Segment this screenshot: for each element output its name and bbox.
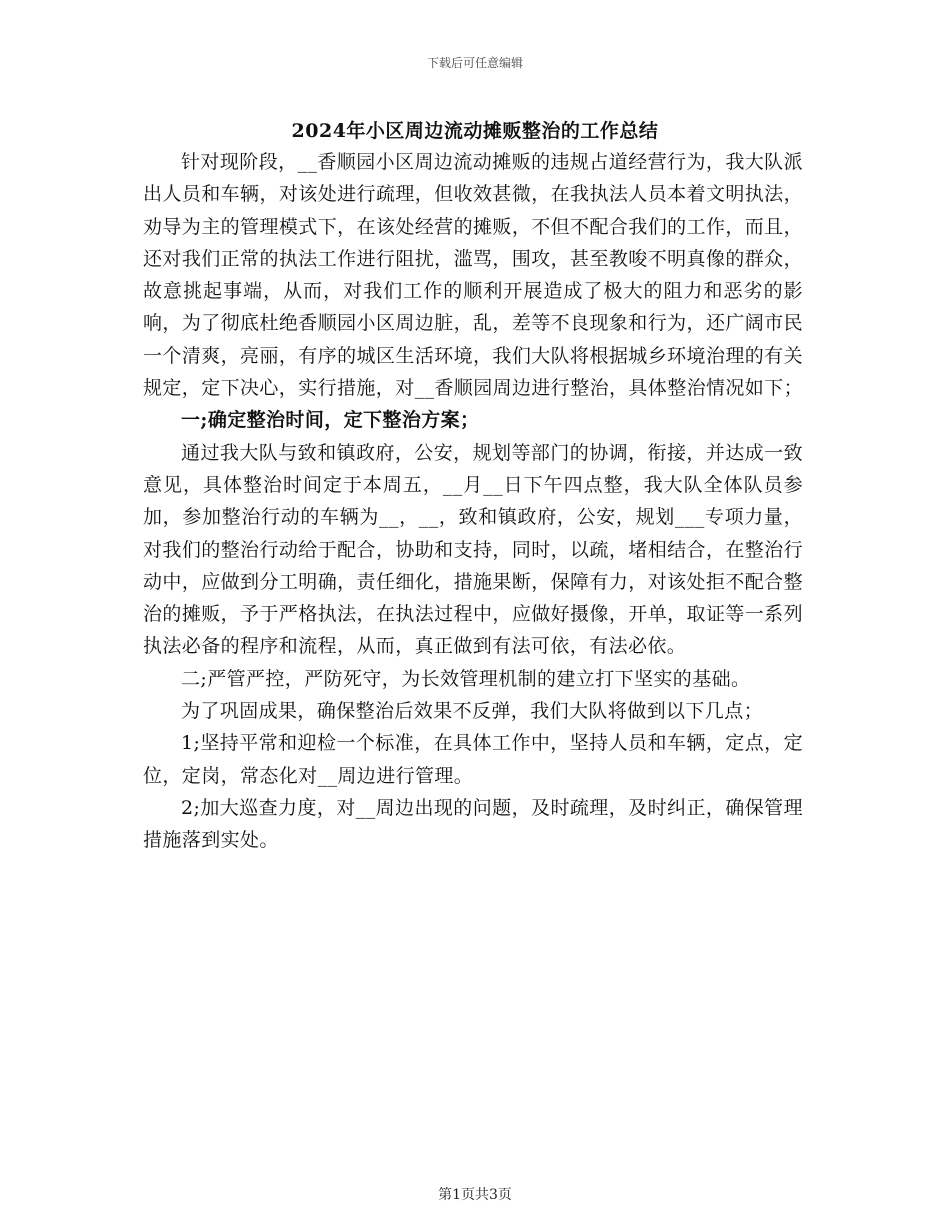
document-title: 2024年小区周边流动摊贩整治的工作总结 [291,120,659,142]
paragraph-intro: 针对现阶段，__香顺园小区周边流动摊贩的违规占道经营行为，我大队派出人员和车辆，对该处进行疏理，但收效甚微，在我执法人员本着文明执法，劝导为主的管理模式下，在该处经营的摊贩，不但不配合我们的工作，而且，还对我们正常的执法工作进行阻扰，滥骂，围攻，甚至教唆不明真像的群众，故意挑起事端，从而，对我们工作的顺利开展造成了极大的阻力和恶劣的影响，为了彻底杜绝香顺园小区周边脏，乱，差等不良现象和行为，还广阔市民一个清爽，亮丽，有序的城区生活环境，我们大队将根据城乡环境治理的有关规定，定下决心，实行措施，对__香顺园周边进行整治，具体整治情况如下； [143,151,804,400]
section-heading-1: 一;确定整治时间，定下整治方案； [181,409,480,432]
paragraph-section-2: 为了巩固成果，确保整治后效果不反弹，我们大队将做到以下几点； [181,700,764,723]
list-item-2: 2;加大巡查力度，对__周边出现的问题，及时疏理，及时纠正，确保管理措施落到实处。 [143,796,803,852]
document-body [143,146,803,857]
page-number: 第1页共3页 [438,1187,512,1203]
paragraph-section-1: 通过我大队与致和镇政府，公安，规划等部门的协调，衔接，并达成一致意见，具体整治时间定于本周五，__月__日下午四点整，我大队全体队员参加，参加整治行动的车辆为__，__，致和镇政府，公安，规划___专项力量，对我们的整治行动给于配合，协助和支持，同时，以疏，堵相结合，在整治行动中，应做到分工明确，责任细化，措施果断，保障有力，对该处拒不配合整治的摊贩，予于严格执法，在执法过程中，应做好摄像，开单，取证等一系列执法必备的程序和流程，从而，真正做到有法可依，有法必依。 [143,441,803,658]
header-note: 下载后可任意编辑 [426,56,523,70]
list-item-1: 1;坚持平常和迎检一个标准，在具体工作中，坚持人员和车辆，定点，定位，定岗，常态化对__周边进行管理。 [143,732,803,787]
section-heading-2: 二;严管严控，严防死守，为长效管理机制的建立打下坚实的基础。 [181,667,751,690]
